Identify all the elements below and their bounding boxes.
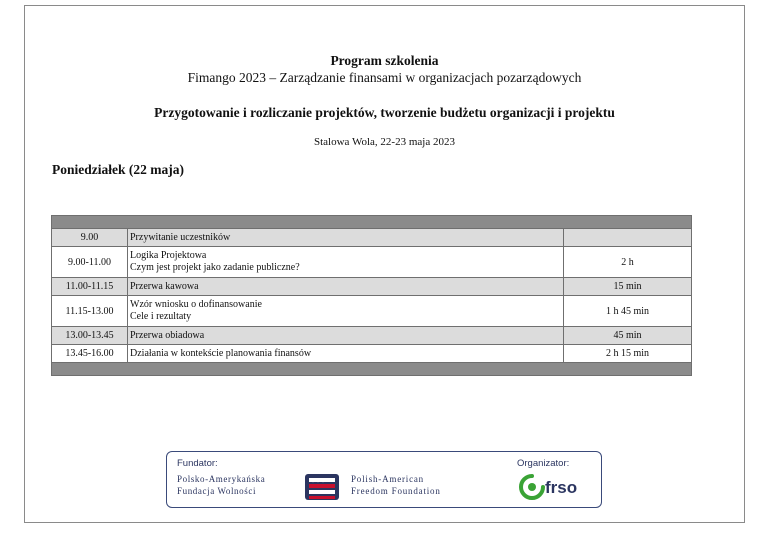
pafw-polish-line: Fundacja Wolności xyxy=(177,486,257,496)
topic-line: Przerwa obiadowa xyxy=(130,329,205,341)
time-cell: 11.00-11.15 xyxy=(52,278,128,296)
time-cell: 11.15-13.00 xyxy=(52,296,128,327)
duration-cell: 2 h 15 min xyxy=(564,345,692,363)
day-heading: Poniedziałek (22 maja) xyxy=(52,162,184,177)
topic-cell xyxy=(128,327,564,345)
pafw-english-name xyxy=(351,473,441,497)
pafw-polish-line: Polsko-Amerykańska xyxy=(177,474,266,484)
fundator-label: Fundator: xyxy=(177,458,218,469)
duration-cell: 45 min xyxy=(564,327,692,345)
time-cell: 13.45-16.00 xyxy=(52,345,128,363)
document-page xyxy=(24,5,745,523)
time-cell: 9.00 xyxy=(52,229,128,247)
program-subtitle: Fimango 2023 – Zarządzanie finansami w organizacjach pozarządowych xyxy=(187,70,582,85)
time-cell: 9.00-11.00 xyxy=(52,247,128,278)
duration-cell: 2 h xyxy=(564,247,692,278)
table-row xyxy=(52,296,692,327)
duration-cell: 15 min xyxy=(564,278,692,296)
topic-cell xyxy=(128,345,564,363)
topic-cell xyxy=(128,278,564,296)
table-row xyxy=(52,229,692,247)
topic-cell xyxy=(128,296,564,327)
topic-line: Działania w kontekście planowania finansów xyxy=(130,347,312,359)
duration-cell: 1 h 45 min xyxy=(564,296,692,327)
table-footer-bar xyxy=(52,363,692,376)
table-row xyxy=(52,247,692,278)
table-row xyxy=(52,327,692,345)
sponsor-logo-box xyxy=(166,451,602,508)
place-date: Stalowa Wola, 22-23 maja 2023 xyxy=(314,136,455,148)
topic-cell xyxy=(128,247,564,278)
topic-line: Wzór wniosku o dofinansowanie xyxy=(130,299,262,310)
topic-line: Przywitanie uczestników xyxy=(130,231,231,243)
pafw-english-line: Freedom Foundation xyxy=(351,486,441,496)
table-row xyxy=(52,345,692,363)
pafw-polish-name xyxy=(177,473,265,497)
program-title: Program szkolenia xyxy=(330,53,439,68)
training-topic: Przygotowanie i rozliczanie projektów, tworzenie budżetu organizacji i projektu xyxy=(154,105,615,120)
topic-cell xyxy=(128,229,564,247)
topic-line: Cele i rezultaty xyxy=(130,311,192,322)
topic-line: Logika Projektowa xyxy=(130,250,207,261)
organizer-label: Organizator: xyxy=(517,458,570,469)
topic-line: Przerwa kawowa xyxy=(130,280,199,292)
frso-logo-text: frso xyxy=(545,478,578,497)
table-header-bar xyxy=(52,216,692,229)
pafw-english-line: Polish-American xyxy=(351,474,424,484)
schedule-table xyxy=(51,215,692,376)
topic-line: Czym jest projekt jako zadanie publiczne? xyxy=(130,262,300,273)
frso-logo xyxy=(518,472,580,502)
time-cell: 13.00-13.45 xyxy=(52,327,128,345)
duration-cell xyxy=(564,229,692,247)
table-row xyxy=(52,278,692,296)
flag-emblem-icon xyxy=(303,470,341,502)
